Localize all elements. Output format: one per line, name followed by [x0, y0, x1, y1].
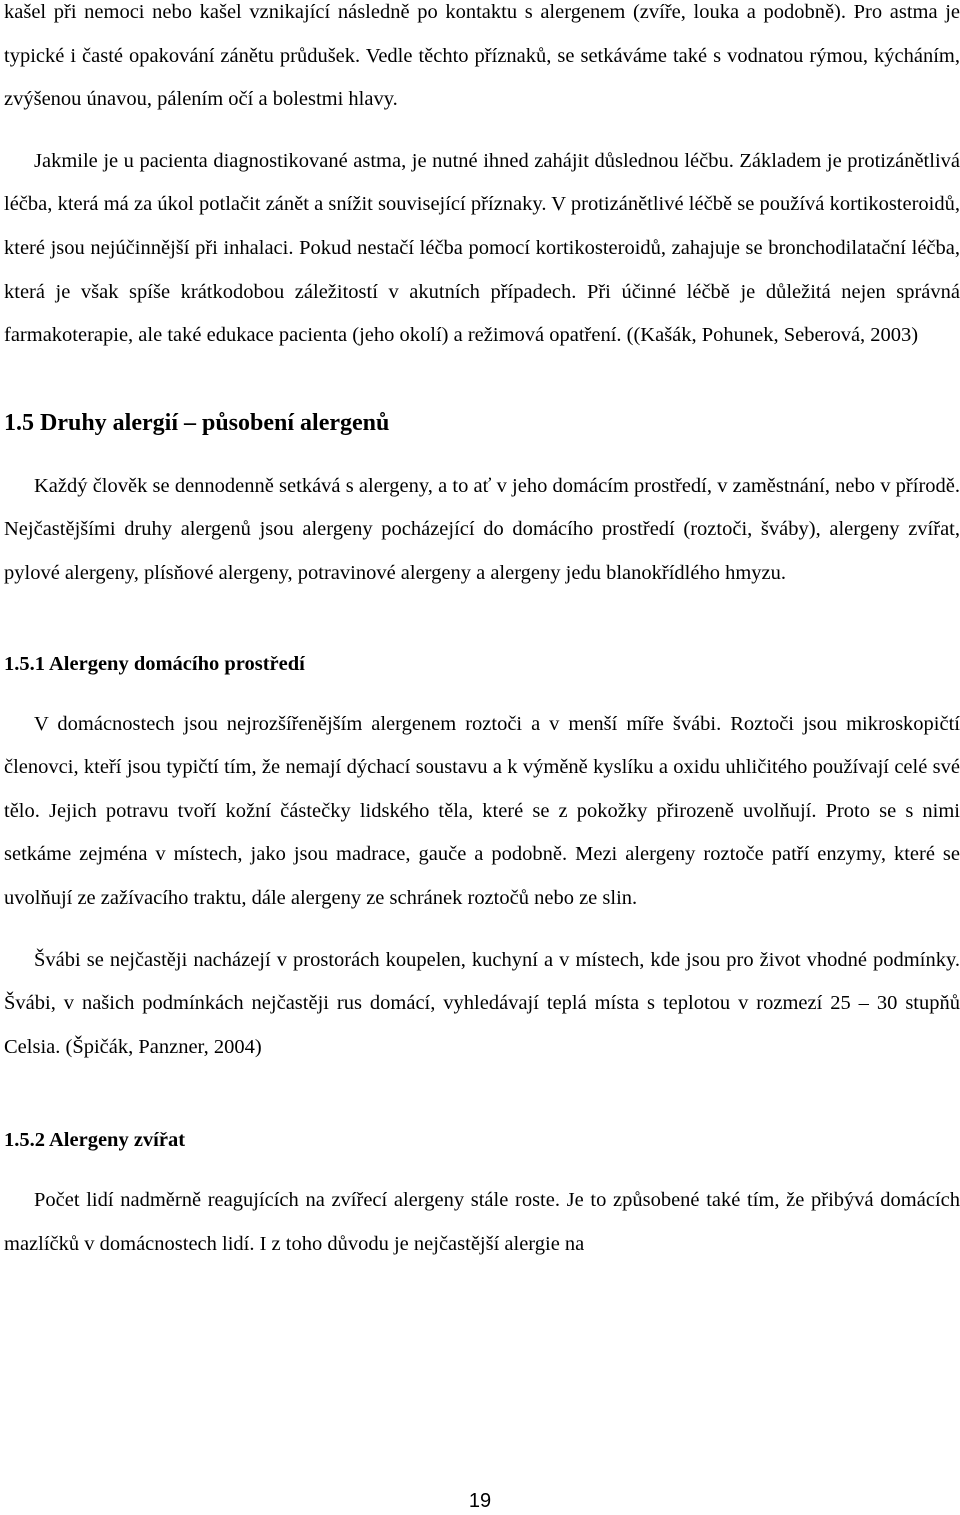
paragraph-asthma-treatment: Jakmile je u pacienta diagnostikované astma, je nutné ihned zahájit důslednou léčbu. Základem je protizánětlivá léčba, která má za úkol potlačit zánět a snížit související příznaky. V protizánětlivé léčbě se používá kortikosteroidů, které jsou nejúčinnější při inhalaci. Pokud nestačí léčba pomocí kortikosteroidů, zahajuje se bronchodilatační léčba, která je však spíše krátkodobou záležitostí v akutních případech. Při účinné léčbě je důležitá nejen správná farmakoterapie, ale také edukace pacienta (jeho okolí) a režimová opatření. ((Kašák, Pohunek, Seberová, 2003)	[4, 149, 960, 347]
paragraph-allergen-types: Každý člověk se dennodenně setkává s alergeny, a to ať v jeho domácím prostředí, v zaměstnání, nebo v přírodě. Nejčastějšími druhy alergenů jsou alergeny pocházející do domácího prostředí (roztoči, šváby), alergeny zvířat, pylové alergeny, plísňové alergeny, potravinové alergeny a alergeny jedu blanokřídlého hmyzu.	[4, 474, 960, 584]
section-heading-allergy-types: 1.5 Druhy alergií – působení alergenů	[4, 409, 390, 436]
document-page	[4, 0, 960, 1266]
page-number: 19	[468, 1490, 492, 1512]
paragraph-cockroaches: Švábi se nejčastěji nacházejí v prostorách koupelen, kuchyní a v místech, kde jsou pro život vhodné podmínky. Švábi, v našich podmínkách nejčastěji rus domácí, vyhledávají teplá místa s teplotou v rozmezí 25 – 30 stupňů Celsia. (Špičák, Panzner, 2004)	[4, 948, 960, 1058]
subsection-heading-animal-allergens: 1.5.2 Alergeny zvířat	[4, 1129, 186, 1152]
subsection-heading-home-allergens: 1.5.1 Alergeny domácího prostředí	[4, 652, 305, 675]
paragraph-asthma-symptoms: kašel při nemoci nebo kašel vznikající následně po kontaktu s alergenem (zvíře, louka a podobně). Pro astma je typické i časté opakování zánětu průdušek. Vedle těchto příznaků, se setkáváme také s vodnatou rýmou, kýcháním, zvýšenou únavou, pálením očí a bolestmi hlavy.	[4, 1, 960, 111]
paragraph-animal-allergens: Počet lidí nadměrně reagujících na zvířecí alergeny stále roste. Je to způsobené také tím, že přibývá domácích mazlíčků v domácnostech lidí. I z toho důvodu je nejčastější alergie na	[4, 1189, 960, 1255]
paragraph-dust-mites: V domácnostech jsou nejrozšířenějším alergenem roztoči a v menší míře švábi. Roztoči jsou mikroskopičtí členovci, kteří jsou typičtí tím, že nemají dýchací soustavu a k výměně kyslíku a oxidu uhličitého používají celé své tělo. Jejich potravu tvoří kožní částečky lidského těla, které se z pokožky přirozeně uvolňují. Proto se s nimi setkáme zejména v místech, jako jsou madrace, gauče a podobně. Mezi alergeny roztoče patří enzymy, které se uvolňují ze zažívacího traktu, dále alergeny ze schránek roztočů nebo ze slin.	[4, 712, 960, 909]
